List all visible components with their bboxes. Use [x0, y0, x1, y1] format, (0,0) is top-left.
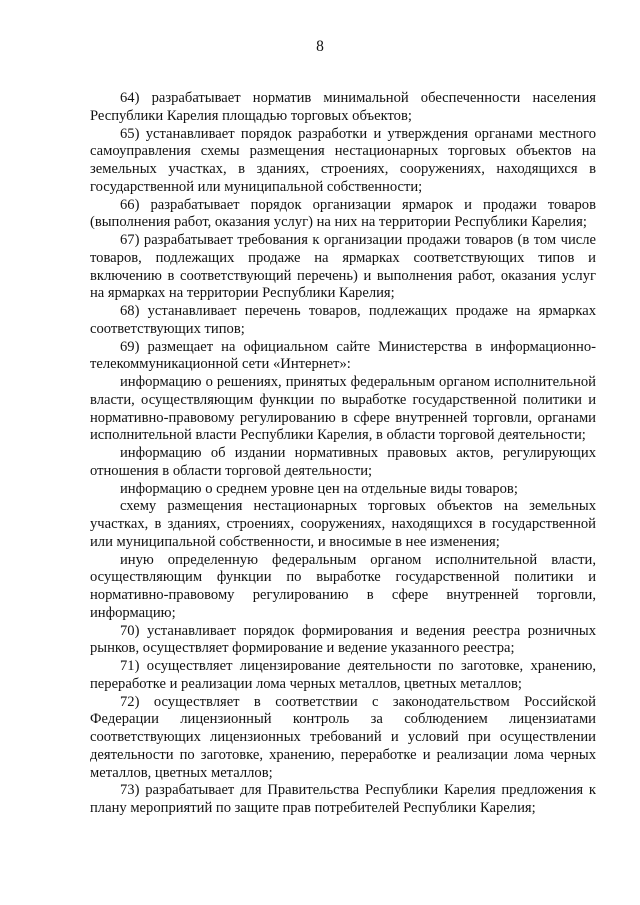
paragraph-subitem-decisions: информацию о решениях, принятых федеральным органом исполнительной власти, осуществляющим функции по выработке государственной политики и нормативно-правовому регулированию в сфере внутренней торговли, органами исполнительной власти Республики Карелия, в области торговой деятельности; [90, 374, 596, 444]
document-body [90, 90, 596, 818]
paragraph-item-73: 73) разрабатывает для Правительства Республики Карелия предложения к плану мероприятий по защите прав потребителей Республики Карелия; [90, 782, 596, 816]
paragraph-item-64: 64) разрабатывает норматив минимальной обеспеченности населения Республики Карелия площадью торговых объектов; [90, 90, 596, 124]
paragraph-item-67: 67) разрабатывает требования к организации продажи товаров (в том числе товаров, подлежащих продаже на ярмарках соответствующих типов и включению в соответствующий перечень) и выполнения работ, оказания услуг на ярмарках на территории Республики Карелия; [90, 232, 596, 302]
paragraph-subitem-placement-scheme: схему размещения нестационарных торговых объектов на земельных участках, в зданиях, строениях, сооружениях, находящихся в государственной или муниципальной собственности, и вносимые в нее изменения; [90, 498, 596, 550]
paragraph-item-69: 69) размещает на официальном сайте Министерства в информационно-телекоммуникационной сети «Интернет»: [90, 338, 596, 373]
paragraph-item-65: 65) устанавливает порядок разработки и утверждения органами местного самоуправления схемы размещения нестационарных торговых объектов на земельных участках, в зданиях, строениях, сооружениях, находящихся в государственной или муниципальной собственности; [90, 125, 596, 195]
paragraph-item-71: 71) осуществляет лицензирование деятельности по заготовке, хранению, переработке и реализации лома черных металлов, цветных металлов; [90, 658, 596, 692]
paragraph-item-68: 68) устанавливает перечень товаров, подлежащих продаже на ярмарках соответствующих типов; [90, 303, 596, 337]
page-number: 8 [316, 38, 324, 55]
paragraph-item-72: 72) осуществляет в соответствии с законодательством Российской Федерации лицензионный контроль за соблюдением лицензиатами соответствующих лицензионных требований и условий при осуществлении деятельности по заготовке, хранению, переработке и реализации лома черных металлов, цветных металлов; [90, 693, 596, 781]
paragraph-item-70: 70) устанавливает порядок формирования и ведения реестра розничных рынков, осуществляет формирование и ведение указанного реестра; [90, 622, 596, 657]
paragraph-subitem-legal-acts: информацию об издании нормативных правовых актов, регулирующих отношения в области торговой деятельности; [90, 445, 596, 479]
paragraph-item-66: 66) разрабатывает порядок организации ярмарок и продажи товаров (выполнения работ, оказания услуг) на них на территории Республики Карелия; [90, 196, 596, 231]
paragraph-subitem-prices: информацию о среднем уровне цен на отдельные виды товаров; [120, 480, 518, 497]
paragraph-subitem-other-info: иную определенную федеральным органом исполнительной власти, осуществляющим функции по выработке государственной политики и нормативно-правовому регулированию в сфере внутренней торговли, информацию; [90, 551, 596, 621]
